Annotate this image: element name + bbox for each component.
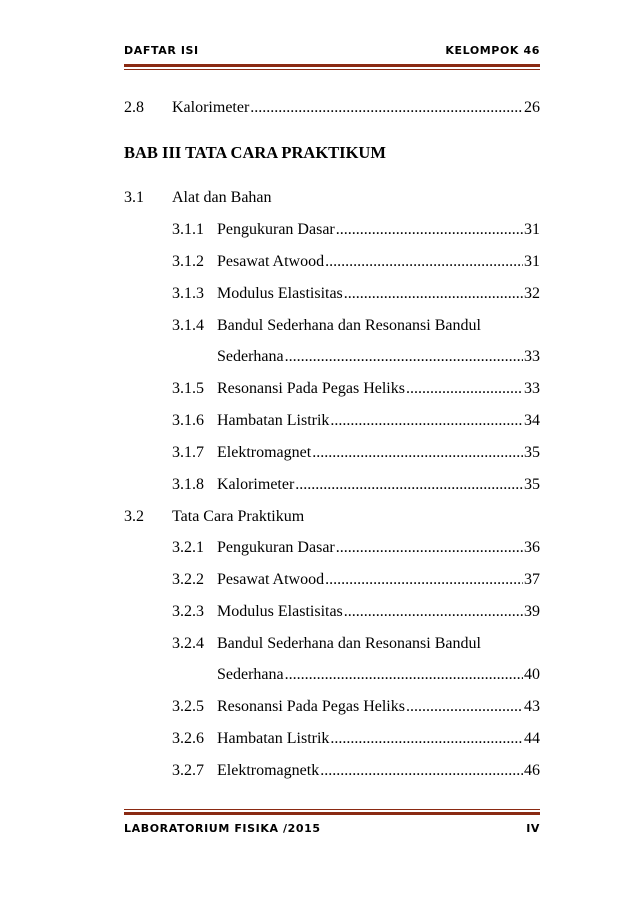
toc-leader bbox=[285, 346, 523, 368]
toc-title: Kalorimeter bbox=[172, 99, 250, 116]
toc-title: Kalorimeter bbox=[217, 476, 295, 493]
toc-page: 34 bbox=[524, 412, 540, 429]
header-rule-thin bbox=[124, 69, 540, 70]
toc-leader bbox=[344, 283, 523, 305]
toc-entry-2-8[interactable] bbox=[124, 97, 540, 119]
toc-title: Bandul Sederhana dan Resonansi Bandul bbox=[217, 635, 481, 652]
toc-page: 37 bbox=[524, 571, 540, 588]
toc-title: Resonansi Pada Pegas Heliks bbox=[217, 380, 405, 397]
toc-title: Pesawat Atwood bbox=[217, 571, 325, 588]
header-group: KELOMPOK 46 bbox=[445, 44, 540, 57]
toc-page: 35 bbox=[524, 444, 540, 461]
toc-title: Bandul Sederhana dan Resonansi Bandul bbox=[217, 317, 481, 334]
toc-page: 35 bbox=[524, 476, 540, 493]
header-title: DAFTAR ISI bbox=[124, 44, 199, 57]
toc-entry-3-2-5[interactable] bbox=[172, 696, 540, 718]
toc-number: 3.2.5 bbox=[172, 698, 204, 715]
toc-leader bbox=[336, 219, 523, 241]
toc-entry-3-1[interactable] bbox=[124, 187, 540, 209]
toc-page: 31 bbox=[524, 253, 540, 270]
toc-leader bbox=[325, 251, 523, 273]
toc-number: 3.2.3 bbox=[172, 603, 204, 620]
toc-leader bbox=[344, 601, 523, 623]
page-header bbox=[124, 44, 540, 58]
toc-number: 3.1.5 bbox=[172, 380, 204, 397]
toc-entry-3-1-4[interactable] bbox=[172, 315, 540, 337]
toc-title: Resonansi Pada Pegas Heliks bbox=[217, 698, 405, 715]
toc-title: Modulus Elastisitas bbox=[217, 285, 343, 302]
toc-number: 3.1.2 bbox=[172, 253, 204, 270]
toc-leader bbox=[250, 97, 523, 119]
footer-lab: LABORATORIUM FISIKA /2015 bbox=[124, 822, 321, 835]
toc-number: 3.1.4 bbox=[172, 317, 204, 334]
toc-title: Modulus Elastisitas bbox=[217, 603, 343, 620]
toc-leader bbox=[336, 537, 523, 559]
toc-title: Elektromagnetk bbox=[217, 762, 320, 779]
header-rule-thick bbox=[124, 64, 540, 67]
toc-entry-3-1-1[interactable] bbox=[172, 219, 540, 241]
toc-title: Pengukuran Dasar bbox=[217, 221, 335, 238]
toc-chapter-title: BAB III TATA CARA PRAKTIKUM bbox=[124, 143, 386, 162]
toc-page: 33 bbox=[524, 348, 540, 365]
toc-leader bbox=[330, 410, 523, 432]
toc-title: Elektromagnet bbox=[217, 444, 312, 461]
toc-page: 43 bbox=[524, 698, 540, 715]
toc-title: Pesawat Atwood bbox=[217, 253, 325, 270]
toc-entry-3-2-7[interactable] bbox=[172, 760, 540, 782]
toc-entry-3-2[interactable] bbox=[124, 506, 540, 528]
toc-number: 3.2.2 bbox=[172, 571, 204, 588]
toc-title: Pengukuran Dasar bbox=[217, 539, 335, 556]
toc-page: 26 bbox=[524, 99, 540, 116]
toc-number: 3.2 bbox=[124, 508, 144, 525]
toc-page: 31 bbox=[524, 221, 540, 238]
toc-entry-3-2-6[interactable] bbox=[172, 728, 540, 750]
toc-leader bbox=[285, 664, 523, 686]
toc-page: 44 bbox=[524, 730, 540, 747]
toc-number: 3.2.1 bbox=[172, 539, 204, 556]
toc-title: Tata Cara Praktikum bbox=[172, 508, 305, 525]
toc-page: 39 bbox=[524, 603, 540, 620]
toc-entry-3-1-3[interactable] bbox=[172, 283, 540, 305]
toc-page: 33 bbox=[524, 380, 540, 397]
toc-leader bbox=[312, 442, 523, 464]
toc-title: Hambatan Listrik bbox=[217, 730, 330, 747]
toc-title: Sederhana bbox=[217, 348, 284, 365]
toc-page: 46 bbox=[524, 762, 540, 779]
toc-entry-3-2-3[interactable] bbox=[172, 601, 540, 623]
toc-entry-3-1-8[interactable] bbox=[172, 474, 540, 496]
toc-title: Sederhana bbox=[217, 666, 284, 683]
toc-leader bbox=[406, 378, 523, 400]
page-footer bbox=[124, 822, 540, 836]
toc-entry-3-1-2[interactable] bbox=[172, 251, 540, 273]
toc-entry-3-1-6[interactable] bbox=[172, 410, 540, 432]
toc-entry-3-2-1[interactable] bbox=[172, 537, 540, 559]
toc-title: Alat dan Bahan bbox=[172, 189, 272, 206]
toc-chapter-3[interactable] bbox=[124, 142, 540, 164]
footer-rule-thick bbox=[124, 812, 540, 815]
toc-page: 32 bbox=[524, 285, 540, 302]
toc-page: 36 bbox=[524, 539, 540, 556]
toc-number: 3.1 bbox=[124, 189, 144, 206]
toc-number: 3.2.7 bbox=[172, 762, 204, 779]
toc-entry-3-2-4-cont[interactable] bbox=[217, 664, 540, 686]
toc-number: 3.1.7 bbox=[172, 444, 204, 461]
toc-title: Hambatan Listrik bbox=[217, 412, 330, 429]
toc-entry-3-2-2[interactable] bbox=[172, 569, 540, 591]
toc-leader bbox=[320, 760, 523, 782]
toc-entry-3-1-7[interactable] bbox=[172, 442, 540, 464]
toc-leader bbox=[406, 696, 523, 718]
toc-leader bbox=[325, 569, 523, 591]
toc-page: 40 bbox=[524, 666, 540, 683]
toc-number: 3.2.4 bbox=[172, 635, 204, 652]
toc-number: 3.1.6 bbox=[172, 412, 204, 429]
toc-number: 2.8 bbox=[124, 99, 144, 116]
toc-number: 3.1.8 bbox=[172, 476, 204, 493]
toc-number: 3.1.1 bbox=[172, 221, 204, 238]
toc-number: 3.1.3 bbox=[172, 285, 204, 302]
footer-rule-thin bbox=[124, 809, 540, 810]
toc-number: 3.2.6 bbox=[172, 730, 204, 747]
toc-leader bbox=[330, 728, 523, 750]
toc-entry-3-1-5[interactable] bbox=[172, 378, 540, 400]
page-number: IV bbox=[526, 822, 540, 835]
toc-entry-3-2-4[interactable] bbox=[172, 633, 540, 655]
toc-leader bbox=[295, 474, 523, 496]
toc-entry-3-1-4-cont[interactable] bbox=[217, 346, 540, 368]
